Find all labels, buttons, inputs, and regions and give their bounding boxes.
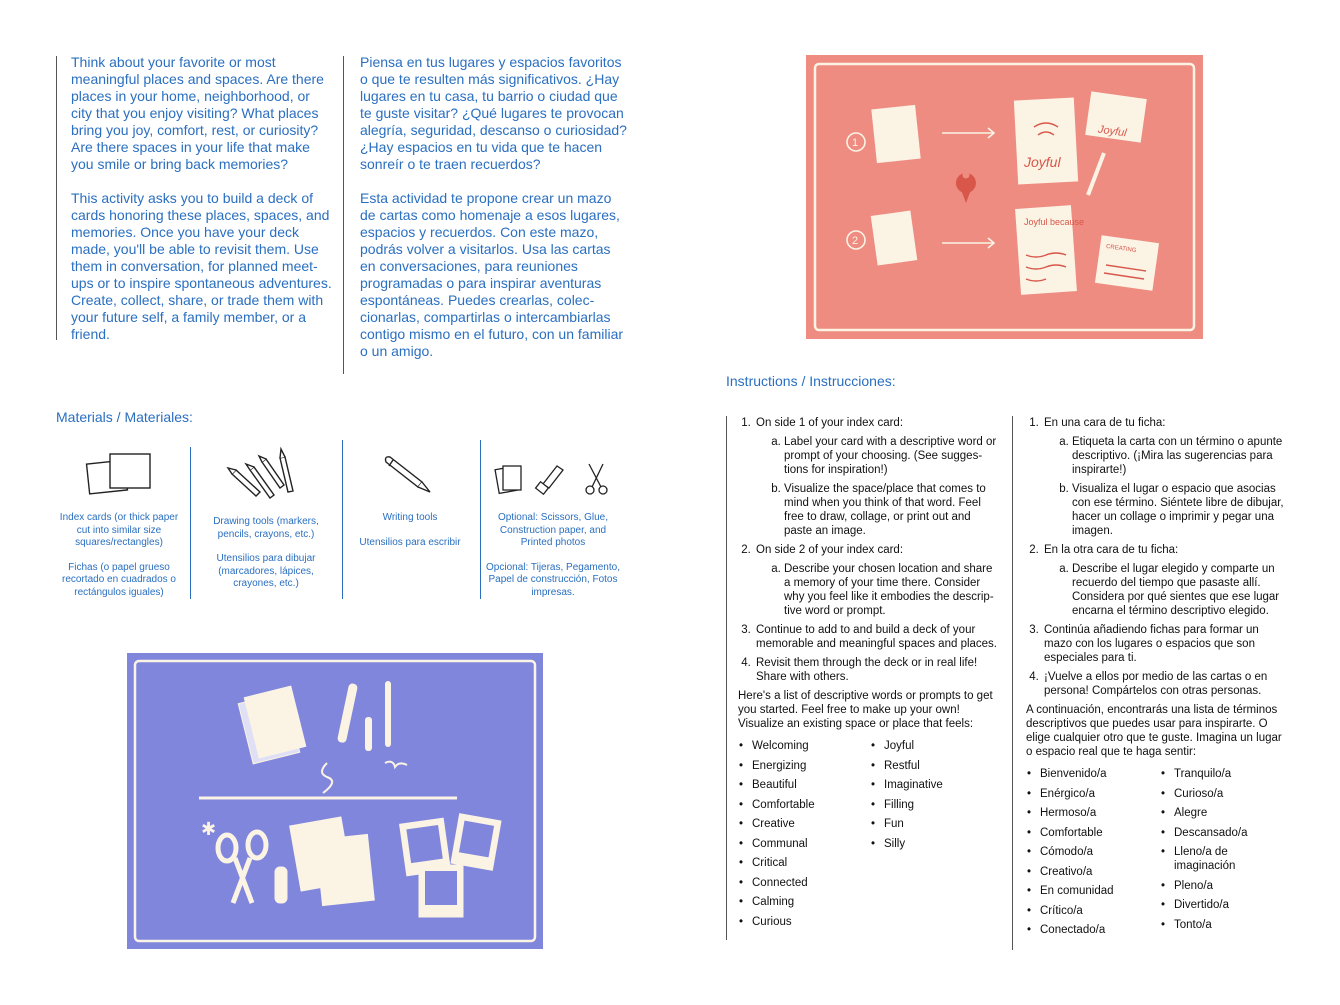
glue-stick-icon <box>275 867 287 903</box>
intro-es-paragraph-1: Piensa en tus lugares y espacios favoritos o que te resulten más significativos. ¿Hay lugares en tu casa, tu barrio o ciudad que te guste visitar? ¿Qué lugares te provocan alegría, seguridad, descanso o curiosidad? ¿Hay espacios en tu vida que te hacen sonreír o te traen recuerdos? <box>360 54 627 172</box>
materials-divider-3 <box>480 440 481 599</box>
step-4-es: 4. ¡Vuelve a ellos por medio de las cartas o en persona! Compártelos con otras personas. <box>1042 670 1284 698</box>
joyful-label: Joyful <box>1024 154 1061 170</box>
en-word: • Silly <box>884 837 943 851</box>
blank-card-1 <box>871 105 920 163</box>
instructions-es <box>1026 416 1284 943</box>
step-1b-en: b. Visualize the space/place that comes to mind when you think of that word. Feel free to draw, collage, or print out and paste an image. <box>784 482 1000 538</box>
optional-supplies-icon <box>493 458 613 500</box>
en-word: • Communal <box>752 837 870 851</box>
joyful-because-label: Joyful because <box>1024 217 1085 227</box>
pen-icon <box>380 452 440 500</box>
word-list-es-col2 <box>1160 767 1284 943</box>
en-word: • Comfortable <box>752 798 870 812</box>
word-list-en <box>738 739 1000 934</box>
word-list-en-col1 <box>738 739 870 934</box>
es-word: • Enérgico/a <box>1040 787 1160 801</box>
en-word: • Imaginative <box>884 778 943 792</box>
intro-es <box>360 54 628 377</box>
drawing-tools-icon <box>226 444 306 504</box>
list-intro-es: A continuación, encontrarás una lista de términos descriptivos que puedes usar para inspirarte. O elige cualquier otro que te guste. Imagina un lugar o espacio real que te haga sentir: <box>1026 704 1282 758</box>
en-word: • Critical <box>752 856 870 870</box>
step-3-es: 3. Continúa añadiendo fichas para formar un mazo con los lugares o espacios que son especiales para ti. <box>1042 623 1284 665</box>
es-word: • Tonto/a <box>1174 918 1284 932</box>
en-word: • Beautiful <box>752 778 870 792</box>
material-index-cards <box>56 450 182 611</box>
step-3-en: 3. Continue to add to and build a deck of your memorable and meaningful spaces and places. <box>754 623 1000 651</box>
step-1-number: 1 <box>852 137 859 149</box>
step-4-en: 4. Revisit them through the deck or in real life! Share with others. <box>754 656 1000 684</box>
es-word: • Alegre <box>1174 806 1284 820</box>
step-2a-es: a. Describe el lugar elegido y comparte un recuerdo del tiempo que pasaste allí. Considera por qué sientes que ese lugar encarna el término descriptivo elegido. <box>1072 562 1284 618</box>
material-drawing-tools-en: Drawing tools (markers, pencils, crayons, etc.) <box>213 516 319 540</box>
material-writing-tools-es: Utensilios para escribir <box>359 536 461 548</box>
instructions-en <box>738 416 1000 934</box>
es-word: • Pleno/a <box>1174 879 1284 893</box>
step-1b-es: b. Visualiza el lugar o espacio que asocias con ese término. Siéntete libre de dibujar, hacer un collage o imprimir y pegar una imagen. <box>1072 482 1284 538</box>
material-index-cards-en: Index cards (or thick paper cut into similar size squares/rectangles) <box>59 512 179 548</box>
step-1-en: 1. On side 1 of your index card: a. Label your card with a descriptive word or prompt of your choosing. (See suggestions for inspiration!) b. Visualize the space/place that comes to mind when you think of that word. Feel free to draw, collage, or print out and paste an image. <box>754 416 1000 538</box>
material-optional <box>486 458 620 611</box>
instructions-es-rule <box>1012 416 1013 950</box>
en-word: • Filling <box>884 798 943 812</box>
steps-illustration <box>806 55 1203 339</box>
creating-card <box>1095 235 1159 291</box>
en-word: • Fun <box>884 817 943 831</box>
joyful-card <box>1014 97 1078 184</box>
creating-label: CREATING <box>1105 243 1137 255</box>
intro-es-paragraph-2: Esta actividad te propone crear un mazo de cartas como homenaje a esos lugares, espacios y recuerdos. Con este mazo, podrás volver a visitarlos. Usa las cartas en conversaciones, para reuniones programadas o para inspirar aventuras espontáneas. Puedes crearlas, coleccionarlas, compartirlas o intercambiarlas contigo mismo en el futuro, con un familiar o un amigo. <box>360 190 624 359</box>
en-word: • Calming <box>752 895 870 909</box>
word-list-en-col2 <box>870 739 943 934</box>
es-word: • Tranquilo/a <box>1174 767 1284 781</box>
index-cards-icon <box>82 450 156 500</box>
word-list-es-col1 <box>1026 767 1160 943</box>
joyful-small-label: Joyful <box>1097 123 1128 140</box>
es-word: • Divertido/a <box>1174 898 1284 912</box>
step-1a-en: a. Label your card with a descriptive word or prompt of your choosing. (See suggestions for inspiration!) <box>784 435 1000 477</box>
en-word: • Energizing <box>752 759 870 773</box>
intro-en <box>71 54 333 360</box>
step-1a-es: a. Etiqueta la carta con un término o apunte descriptivo. (¡Mira las sugerencias para inspirarte!) <box>1072 435 1284 477</box>
intro-es-rule <box>343 56 344 374</box>
es-word: • Cómodo/a <box>1040 845 1160 859</box>
material-optional-es: Opcional: Tijeras, Pegamento, Papel de construcción, Fotos impresas. <box>486 561 620 598</box>
materials-divider-1 <box>190 447 191 599</box>
supplies-illustration <box>127 653 543 949</box>
material-optional-en: Optional: Scissors, Glue, Construction paper, and Printed photos <box>497 512 609 548</box>
en-word: • Restful <box>884 759 943 773</box>
step-2a-en: a. Describe your chosen location and share a memory of your time there. Consider why you feel like it embodies the descriptive word or prompt. <box>784 562 1000 618</box>
es-word: • Bienvenido/a <box>1040 767 1160 781</box>
step-2-es: 2. En la otra cara de tu ficha: a. Describe el lugar elegido y comparte un recuerdo del tiempo que pasaste allí. Considera por qué sientes que ese lugar encarna el término descriptivo elegido. <box>1042 543 1284 618</box>
es-word: • Crítico/a <box>1040 904 1160 918</box>
en-word: • Joyful <box>884 739 943 753</box>
step-1-es: 1. En una cara de tu ficha: a. Etiqueta la carta con un término o apunte descriptivo. (¡Mira las sugerencias para inspirarte!) b. Visualiza el lugar o espacio que asocias con ese término. Siéntete libre de dibujar, hacer un collage o imprimir y pegar una imagen. <box>1042 416 1284 538</box>
intro-en-paragraph-1: Think about your favorite or most meaningful places and spaces. Are there places in your home, neighborhood, or city that you enjoy visiting? What places bring you joy, comfort, rest, or curiosity? Are there spaces in your life that make you smile or bring back memories? <box>71 54 324 172</box>
es-word: • Lleno/a de imaginación <box>1174 845 1284 873</box>
materials-title: Materials / Materiales: <box>56 409 193 425</box>
material-writing-tools-en: Writing tools <box>382 512 438 523</box>
material-drawing-tools-es: Utensilios para dibujar (marcadores, lápices, crayones, etc.) <box>216 553 316 589</box>
materials-divider-2 <box>342 440 343 599</box>
es-word: • Conectado/a <box>1040 923 1160 937</box>
blank-card-2 <box>871 210 918 265</box>
svg-text:✱: ✱ <box>201 819 217 839</box>
step-2-number: 2 <box>852 235 859 247</box>
es-word: • Descansado/a <box>1174 826 1284 840</box>
es-word: • En comunidad <box>1040 884 1160 898</box>
en-word: • Connected <box>752 876 870 890</box>
word-list-es <box>1026 767 1284 943</box>
material-writing-tools <box>348 452 472 561</box>
intro-en-rule <box>56 56 57 340</box>
es-word: • Curioso/a <box>1174 787 1284 801</box>
material-drawing-tools <box>196 444 336 603</box>
step-2-en: 2. On side 2 of your index card: a. Describe your chosen location and share a memory of your time there. Consider why you feel like it embodies the descriptive word or prompt. <box>754 543 1000 618</box>
instructions-title: Instructions / Instrucciones: <box>726 373 896 389</box>
es-word: • Creativo/a <box>1040 865 1160 879</box>
en-word: • Welcoming <box>752 739 870 753</box>
en-word: • Creative <box>752 817 870 831</box>
en-word: • Curious <box>752 915 870 929</box>
instructions-en-rule <box>726 416 727 940</box>
intro-en-paragraph-2: This activity asks you to build a deck of cards honoring these places, spaces, and memories. Once you have your deck made, you'll be able to revisit them. Use them in conversation, for planned meet-ups or to inspire spontaneous adventures. Create, collect, share, or trade them with your future self, a family member, or a friend. <box>71 190 332 342</box>
es-word: • Hermoso/a <box>1040 806 1160 820</box>
es-word: • Comfortable <box>1040 826 1160 840</box>
material-index-cards-es: Fichas (o papel grueso recortado en cuadrados o rectángulos iguales) <box>62 561 176 598</box>
list-intro-en: Here's a list of descriptive words or prompts to get you started. Feel free to make up your own! Visualize an existing space or place that feels: <box>738 690 993 730</box>
